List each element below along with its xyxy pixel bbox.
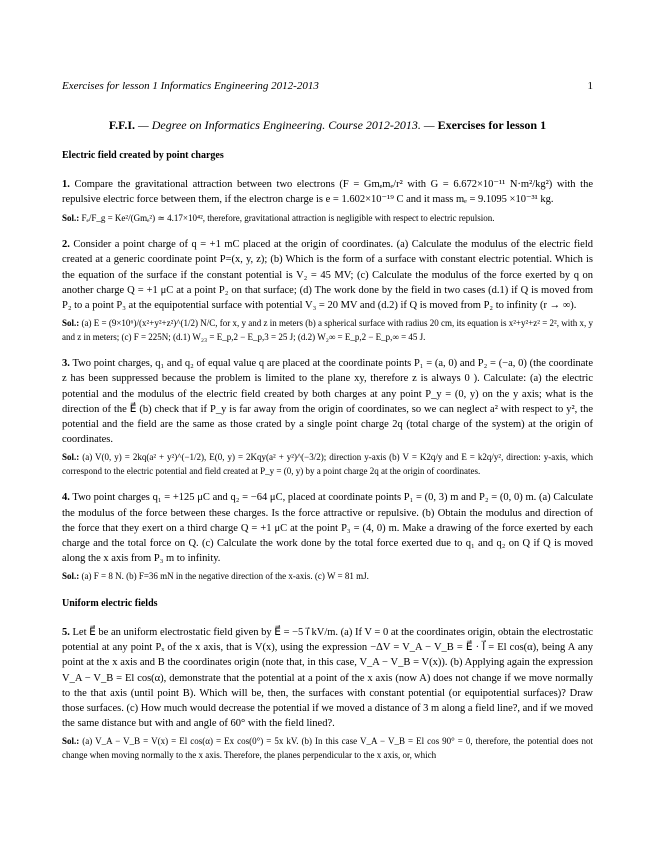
- header-left: Exercises for lesson 1 Informatics Engineering 2012-2013: [62, 80, 319, 92]
- problem-number: 1.: [62, 179, 70, 191]
- solution-text: Fₑ/F_g = Ke²/(Gmₑ²) ≃ 4.17×10⁴², therefore, gravitational attraction is negligible with respect to electric repulsion.: [81, 212, 495, 223]
- solution-4: [62, 570, 593, 584]
- title-prefix: F.F.I.: [108, 118, 136, 132]
- solution-text: (a) V(0, y) = 2kq(a² + y²)^(−1/2), E(0, y) = 2Kqy(a² + y²)^(−3/2); direction y-axis (b) V = K2q/y and E = k2q/y², direction: y-axis, which correspond to the electric potential and field created at P_y = (0, y) by a point charge 2q at the origin of coordinates.: [62, 452, 593, 476]
- problem-text: Compare the gravitational attraction between two electrons (F = Gmₑmₑ/r² with G = 6.672×10⁻¹¹ N·m²/kg²) with the repulsive electric force between them, if the electron charge is e = 1.602×10⁻¹⁹ C and it mass mₑ = 9.1095 ×10⁻³¹ kg.: [62, 179, 593, 206]
- problem-text: Two point charges, q₁ and q₂ of equal value q are placed at the coordinate points P₁ = (a, 0) and P₂ = (−a, 0) (the coordinate z has been suppressed because the problem is limited to the plane xy, therefore z is always 0 ). Calculate: (a) the electric potential and the modulus of the electric field created by both charges at any point P_y = (0, y) on the y axis; what is the direction of the E⃗ (b) check that if P_y is far away from the origin of coordinates, so we can neglect a² with respect to y², the potential and the field are the same as those crated by a single point charge 2q (total charge of the system) at the origin of coordinates.: [62, 358, 594, 446]
- solution-label: Sol.:: [62, 571, 80, 582]
- solution-text: (a) F = 8 N. (b) F=36 mN in the negative direction of the x-axis. (c) W = 81 mJ.: [81, 571, 369, 582]
- document-title: [62, 118, 593, 133]
- section-heading: Electric field created by point charges: [62, 150, 224, 161]
- problem-1: [62, 177, 593, 207]
- problem-text: Consider a point charge of q = +1 mC placed at the origin of coordinates. (a) Calculate the modulus of the electric field created at a generic coordinate point P=(x, y, z); (b) Which is the form of a surface with constant electric potential. Which is the equation of the surface if the constant potential is V₂ = 45 MV; (c) Calculate the modulus of the force exerted by q on another charge Q = +1 μC at a point P₂ on that surface; (d) The work done by the field in two cases (d.1) if Q is moved from P₂ to a point P₃ at the equipotential surface with potential V₃ = 20 MV and (d.2) if Q is moved from P₂ to infinity (r → ∞).: [62, 239, 594, 311]
- solution-1: [62, 212, 593, 226]
- problem-number: 3.: [62, 358, 70, 370]
- solution-text: (a) V_A − V_B = V(x) = El cos(α) = Ex cos(0°) = 5x kV. (b) In this case V_A − V_B = El cos 90° = 0, therefore, the potential does not change when moving normally to the x axis. Therefore, the planes perpendicular to the x axis, or, which: [62, 736, 593, 760]
- problem-3: [62, 356, 593, 447]
- problem-number: 4.: [62, 492, 70, 504]
- solution-3: [62, 451, 593, 478]
- problem-4: [62, 490, 593, 566]
- running-header: [62, 80, 593, 92]
- solution-label: Sol.:: [62, 318, 80, 329]
- solution-label: Sol.:: [62, 212, 80, 223]
- problem-5: [62, 625, 593, 731]
- title-middle: — Degree on Informatics Engineering. Course 2012-2013. —: [135, 118, 438, 132]
- problem-number: 2.: [62, 239, 70, 251]
- solution-text: (a) E = (9×10⁶)/(x²+y²+z²)^(1/2) N/C, for x, y and z in meters (b) a spherical surface with radius 20 cm, its equation is x²+y²+z² = 2², with x, y and z in meters; (c) F = 225N; (d.1) W₂₃ = E_p,2 − E_p,3 = 25 J; (d.2) W₂∞ = E_p,2 − E_p,∞ = 45 J.: [62, 318, 594, 342]
- solution-2: [62, 317, 593, 344]
- problem-text: Two point charges q₁ = +125 μC and q₂ = −64 μC, placed at coordinate points P₁ = (0, 3) m and P₂ = (0, 0) m. (a) Calculate the modulus of the force between these charges. Is the force attractive or repulsive. (b) Obtain the modulus and direction of the force that they exert on a third charge Q = +1 μC at the point P₃ = (4, 0) m. Make a drawing of the force exerted by each charge and the total force on Q. (c) Calculate the work done by the total force exerted due to q₁ and q₂ on Q if Q is moved along the x axis from P₃ m to infinity.: [62, 492, 593, 565]
- page-number: 1: [587, 80, 593, 92]
- problem-number: 5.: [62, 627, 70, 639]
- section-heading: Uniform electric fields: [62, 597, 158, 609]
- solution-label: Sol.:: [62, 452, 80, 463]
- title-suffix: Exercises for lesson 1: [437, 118, 547, 132]
- document-body: [62, 148, 593, 774]
- problem-text: Let E⃗ be an uniform electrostatic field given by E⃗ = −5 i⃗ kV/m. (a) If V = 0 at the coordinates origin, obtain the electrostatic potential at any point Pₓ of the x axis, that is V(x), using the expression −ΔV = V_A − V_B = E⃗ · l⃗ = El cos(α), being A any point at the x axis and B the coordinates origin (note that, in this case, V_A − V_B = V(x)). (b) Applying again the expression V_A − V_B = El cos(α), demonstrate that the potential at a point of the x axis (now A) does not change if we move normally to the that axis (until point B). Which will be, then, the surfaces with constant potential (or equipotential surfaces)? Draw those surfaces. (c) How much would decrease the potential if we moved a distance of 3 m along a field line?, and if we moved the same distance but with and angle of 60° with the field lined?.: [62, 627, 594, 730]
- solution-5: [62, 735, 593, 762]
- problem-2: [62, 237, 593, 313]
- solution-label: Sol.:: [62, 736, 80, 747]
